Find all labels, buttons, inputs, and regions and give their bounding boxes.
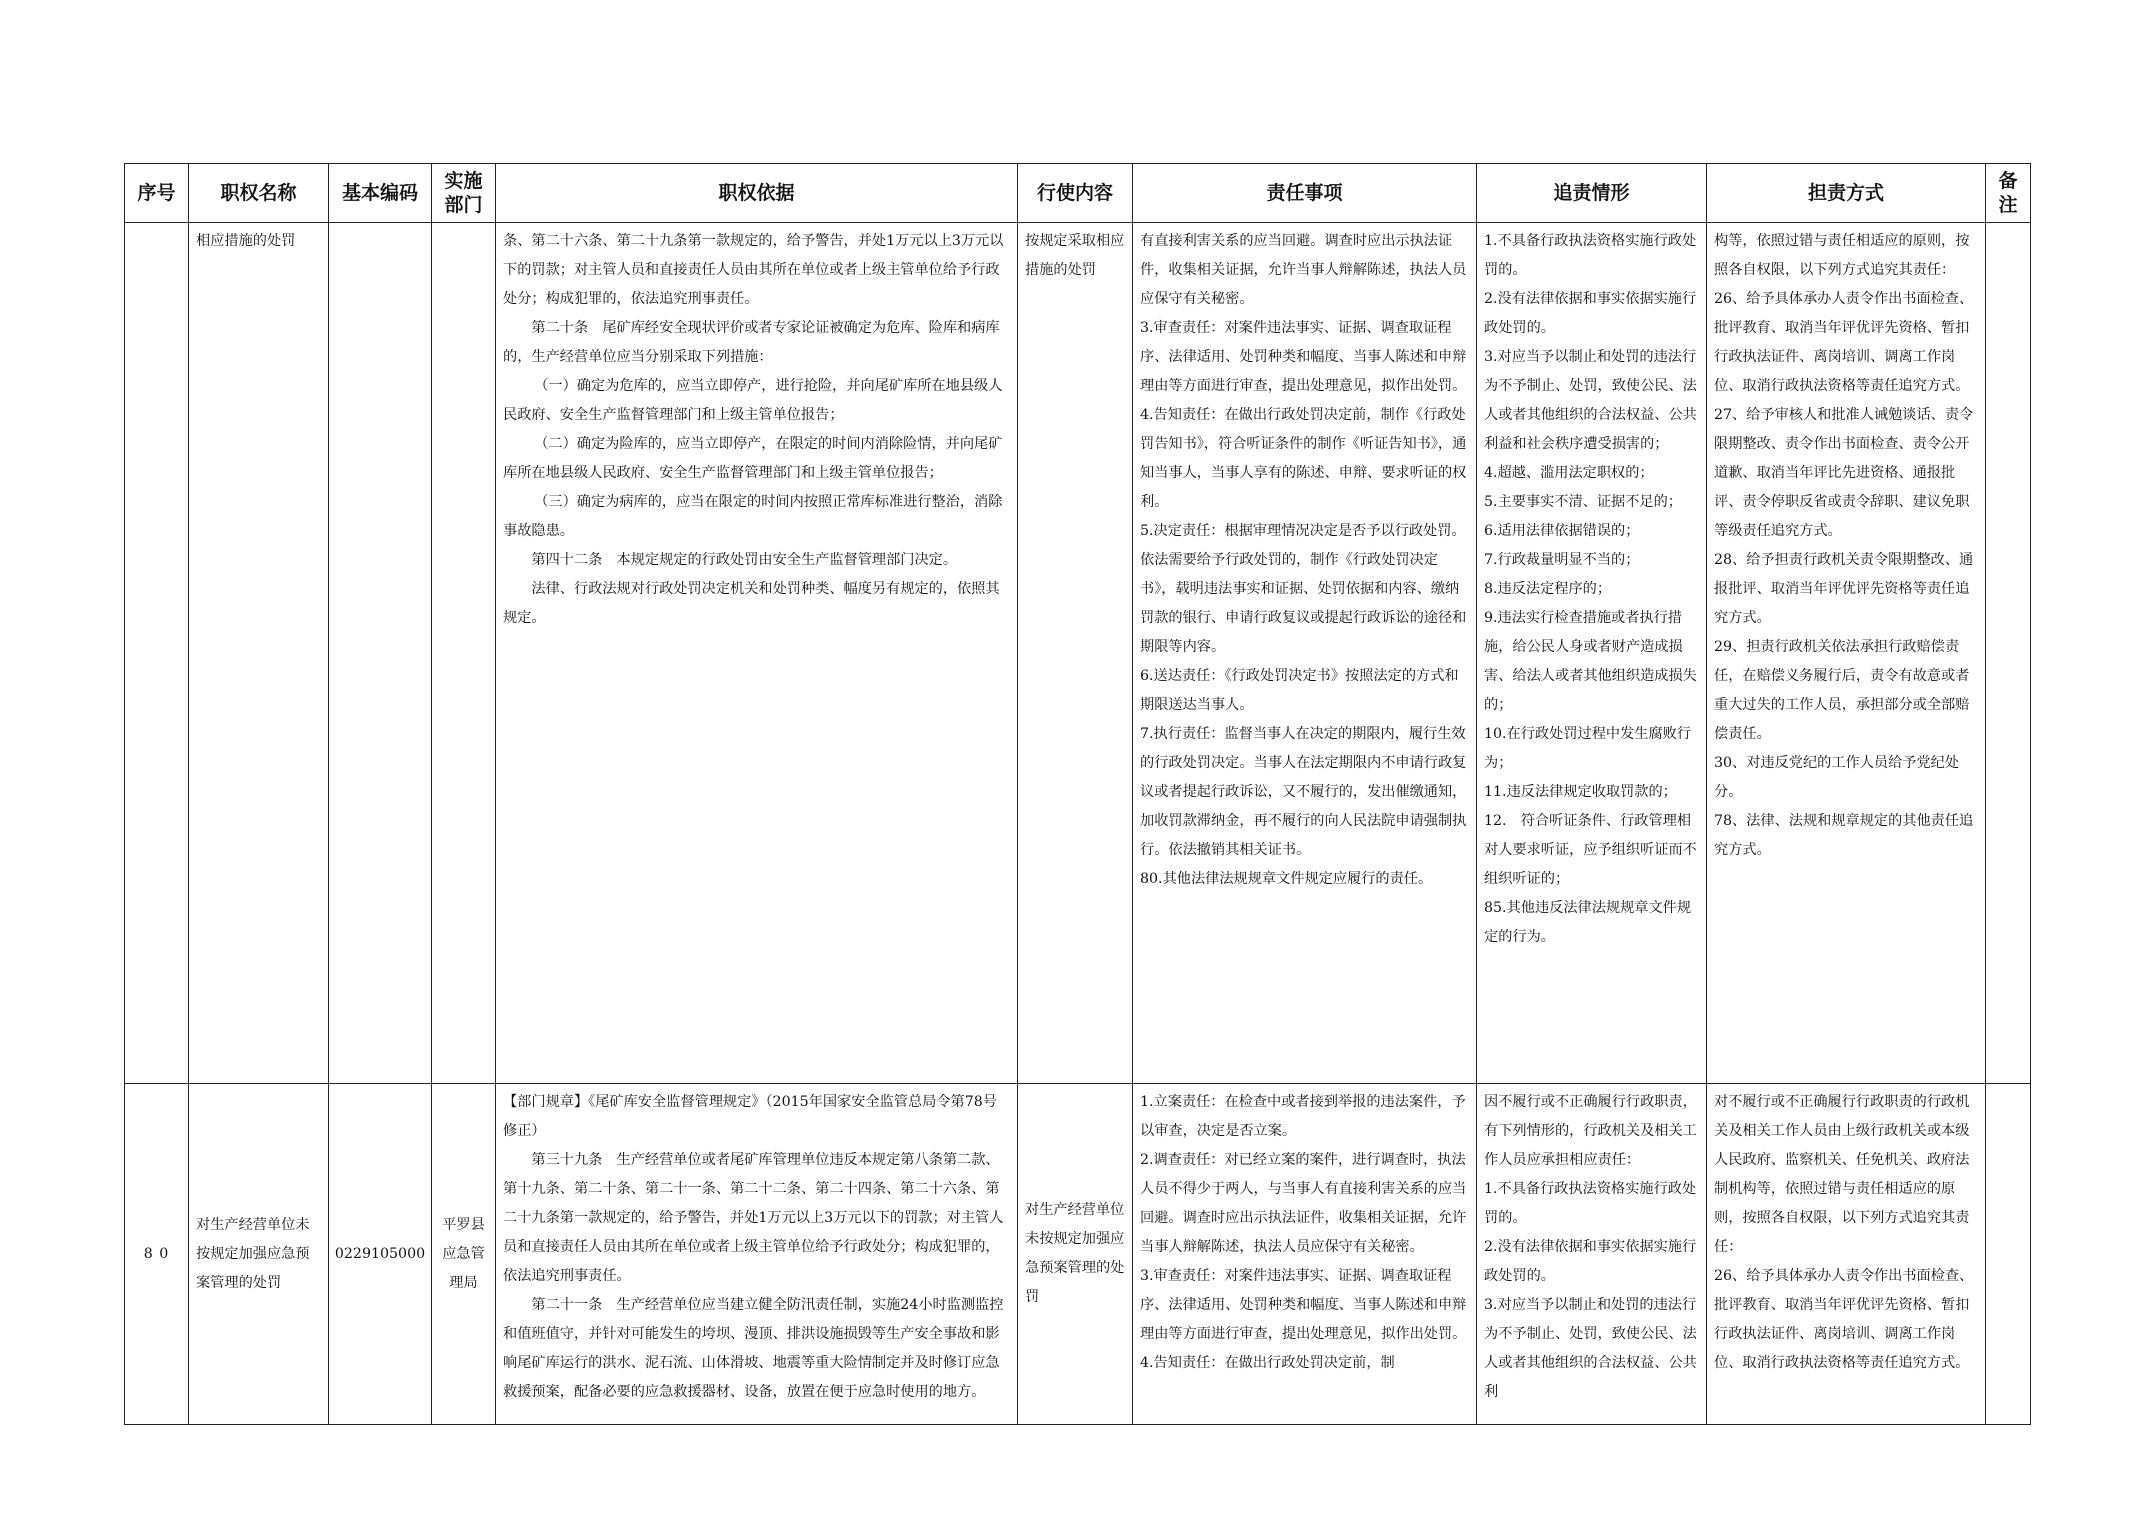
basis-paragraph: 法律、行政法规对行政处罚决定机关和处罚种类、幅度另有规定的，依照其规定。 [503, 581, 1000, 626]
accountability-item: 8.违反法定程序的； [1484, 581, 1612, 597]
table-row [125, 1084, 2031, 1425]
header-department [432, 164, 496, 223]
accountability-item: 9.违法实行检查措施或者执行措施，给公民人身或者财产造成损害、给法人或者其他组织造成损失的； [1484, 610, 1697, 713]
duty-item: 7.执行责任：监督当事人在决定的期限内，履行生效的行政处罚决定。当事人在法定期限内不申请行政复议或者提起行政诉讼，又不履行的，发出催缴通知，加收罚款滞纳金，再不履行的向人民法院申请强制执行。依法撤销其相关证书。 [1140, 726, 1467, 858]
liability-item: 27、给予审核人和批准人诫勉谈话、责令限期整改、责令作出书面检查、责令公开道歉、取消当年评比先进资格、通报批评、责令停职反省或责令辞职、建议免职等级责任追究方式。 [1714, 407, 1974, 539]
liability-item: 构等，依照过错与责任相适应的原则，按照各自权限，以下列方式追究其责任： [1714, 233, 1970, 278]
header-department-label: 实施部门 [444, 170, 483, 216]
accountability-item: 2.没有法律依据和事实依据实施行政处罚的。 [1484, 291, 1697, 336]
header-accountability: 追责情形 [1477, 164, 1707, 223]
liability-item: 28、给予担责行政机关责令限期整改、通报批评、取消当年评优评先资格等责任追究方式。 [1714, 552, 1974, 626]
basis-paragraph: 第三十九条 生产经营单位或者尾矿库管理单位违反本规定第八条第二款、第十九条、第二十条、第二十一条、第二十二条、第二十四条、第二十六条、第二十九条第一款规定的，给予警告，并处1万元以上3万元以下的罚款；对主管人员和直接责任人员由其所在单位或者上级主管单位给予行政处分；构成犯罪的，依法追究刑事责任。 [503, 1152, 1004, 1284]
cell-accountability [1477, 1084, 1707, 1425]
header-no: 序号 [125, 164, 189, 223]
cell-power-name: 相应措施的处罚 [189, 223, 329, 1084]
cell-power-basis [496, 223, 1018, 1084]
basis-paragraph: 【部门规章】《尾矿库安全监督管理规定》（2015年国家安全监管总局令第78号修正） [503, 1094, 997, 1139]
header-basic-code: 基本编码 [329, 164, 432, 223]
basis-paragraph: 第二十一条 生产经营单位应当建立健全防汛责任制，实施24小时监测监控和值班值守，并针对可能发生的垮坝、漫顶、排洪设施损毁等生产安全事故和影响尾矿库运行的洪水、泥石流、山体滑坡、地震等重大险情制定并及时修订应急救援预案，配备必要的应急救援器材、设备，放置在便于应急时使用的地方。 [503, 1297, 1004, 1400]
accountability-item: 85.其他违反法律法规规章文件规定的行为。 [1484, 900, 1692, 945]
accountability-item: 3.对应当予以制止和处罚的违法行为不予制止、处罚，致使公民、法人或者其他组织的合法权益、公共利 [1484, 1297, 1697, 1400]
duty-item: 80.其他法律法规规章文件规定应履行的责任。 [1140, 871, 1433, 887]
accountability-item: 1.不具备行政执法资格实施行政处罚的。 [1484, 1181, 1697, 1226]
header-power-basis: 职权依据 [496, 164, 1018, 223]
header-remark-label: 备注 [1998, 170, 2018, 216]
duty-item: 6.送达责任：《行政处罚决定书》按照法定的方式和期限送达当事人。 [1140, 668, 1459, 713]
cell-duties [1133, 223, 1477, 1084]
table-row [125, 223, 2031, 1084]
cell-exercise-content: 对生产经营单位未按规定加强应急预案管理的处罚 [1018, 1084, 1133, 1425]
cell-department: 平罗县应急管理局 [432, 1084, 496, 1425]
cell-exercise-content: 按规定采取相应措施的处罚 [1018, 223, 1133, 1084]
basis-paragraph: （一）确定为危库的，应当立即停产，进行抢险，并向尾矿库所在地县级人民政府、安全生产监督管理部门和上级主管单位报告； [503, 378, 1003, 423]
table-header-row [125, 164, 2031, 223]
power-list-table [124, 163, 2031, 1425]
accountability-item: 2.没有法律依据和事实依据实施行政处罚的。 [1484, 1239, 1697, 1284]
duty-item: 4.告知责任：在做出行政处罚决定前，制 [1140, 1355, 1395, 1371]
basis-paragraph: （二）确定为险库的，应当立即停产，在限定的时间内消除险情，并向尾矿库所在地县级人民政府、安全生产监督管理部门和上级主管单位报告； [503, 436, 1003, 481]
basis-paragraph: 条、第二十六条、第二十九条第一款规定的，给予警告，并处1万元以上3万元以下的罚款；对主管人员和直接责任人员由其所在单位或者上级主管单位给予行政处分；构成犯罪的，依法追究刑事责任。 [503, 233, 1004, 307]
cell-department [432, 223, 496, 1084]
accountability-item: 因不履行或不正确履行行政职责，有下列情形的，行政机关及相关工作人员应承担相应责任： [1484, 1094, 1697, 1168]
cell-power-name: 对生产经营单位未按规定加强应急预案管理的处罚 [189, 1084, 329, 1425]
duty-item: 1.立案责任：在检查中或者接到举报的违法案件，予以审查，决定是否立案。 [1140, 1094, 1466, 1139]
accountability-item: 12. 符合听证条件、行政管理相对人要求听证，应予组织听证而不组织听证的； [1484, 813, 1697, 887]
accountability-item: 3.对应当予以制止和处罚的违法行为不予制止、处罚，致使公民、法人或者其他组织的合法权益、公共利益和社会秩序遭受损害的； [1484, 349, 1697, 452]
liability-item: 78、法律、法规和规章规定的其他责任追究方式。 [1714, 813, 1974, 858]
header-remark [1986, 164, 2031, 223]
header-power-name: 职权名称 [189, 164, 329, 223]
duty-item: 4.告知责任：在做出行政处罚决定前，制作《行政处罚告知书》，符合听证条件的制作《听证告知书》，通知当事人，当事人享有的陈述、申辩、要求听证的权利。 [1140, 407, 1467, 510]
header-liability: 担责方式 [1707, 164, 1986, 223]
accountability-item: 11.违反法律规定收取罚款的； [1484, 784, 1677, 800]
accountability-item: 5.主要事实不清、证据不足的； [1484, 494, 1682, 510]
duty-item: 2.调查责任：对已经立案的案件，进行调查时，执法人员不得少于两人，与当事人有直接利害关系的应当回避。调查时应出示执法证件，收集相关证据，允许当事人辩解陈述，执法人员应保守有关秘密。 [1140, 1152, 1467, 1255]
duty-item: 3.审查责任：对案件违法事实、证据、调查取证程序、法律适用、处罚种类和幅度、当事人陈述和申辩理由等方面进行审查，提出处理意见，拟作出处罚。 [1140, 1268, 1467, 1342]
basis-paragraph: （三）确定为病库的，应当在限定的时间内按照正常库标准进行整治，消除事故隐患。 [503, 494, 1003, 539]
cell-remark [1986, 1084, 2031, 1425]
liability-item: 26、给予具体承办人责令作出书面检查、批评教育、取消当年评优评先资格、暂扣行政执法证件、离岗培训、调离工作岗位、取消行政执法资格等责任追究方式。 [1714, 1268, 1974, 1371]
cell-basic-code [329, 223, 432, 1084]
basis-paragraph: 第四十二条 本规定规定的行政处罚由安全生产监督管理部门决定。 [531, 552, 958, 568]
accountability-item: 10.在行政处罚过程中发生腐败行为； [1484, 726, 1692, 771]
cell-remark [1986, 223, 2031, 1084]
header-exercise-content: 行使内容 [1018, 164, 1133, 223]
cell-liability [1707, 223, 1986, 1084]
liability-item: 26、给予具体承办人责令作出书面检查、批评教育、取消当年评优评先资格、暂扣行政执法证件、离岗培训、调离工作岗位、取消行政执法资格等责任追究方式。 [1714, 291, 1974, 394]
cell-power-basis [496, 1084, 1018, 1425]
basis-paragraph: 第二十条 尾矿库经安全现状评价或者专家论证被确定为危库、险库和病库的，生产经营单位应当分别采取下列措施： [503, 320, 1000, 365]
cell-basic-code: 0229105000 [329, 1084, 432, 1425]
accountability-item: 7.行政裁量明显不当的； [1484, 552, 1640, 568]
duty-item: 3.审查责任：对案件违法事实、证据、调查取证程序、法律适用、处罚种类和幅度、当事人陈述和申辩理由等方面进行审查，提出处理意见，拟作出处罚。 [1140, 320, 1467, 394]
duty-item: 5.决定责任：根据审理情况决定是否予以行政处罚。依法需要给予行政处罚的，制作《行政处罚决定书》，载明违法事实和证据、处罚依据和内容、缴纳罚款的银行、申请行政复议或提起行政诉讼的途径和期限等内容。 [1140, 523, 1467, 655]
liability-item: 29、担责行政机关依法承担行政赔偿责任，在赔偿义务履行后，责令有故意或者重大过失的工作人员，承担部分或全部赔偿责任。 [1714, 639, 1970, 742]
accountability-item: 6.适用法律依据错误的； [1484, 523, 1640, 539]
cell-accountability [1477, 223, 1707, 1084]
cell-liability [1707, 1084, 1986, 1425]
accountability-item: 4.超越、滥用法定职权的； [1484, 465, 1654, 481]
cell-duties [1133, 1084, 1477, 1425]
liability-item: 30、对违反党纪的工作人员给予党纪处分。 [1714, 755, 1960, 800]
cell-no [125, 223, 189, 1084]
accountability-item: 1.不具备行政执法资格实施行政处罚的。 [1484, 233, 1697, 278]
cell-no: 8 0 [125, 1084, 189, 1425]
header-duties: 责任事项 [1133, 164, 1477, 223]
liability-item: 对不履行或不正确履行行政职责的行政机关及相关工作人员由上级行政机关或本级人民政府、监察机关、任免机关、政府法制机构等，依照过错与责任相适应的原则，按照各自权限，以下列方式追究其责任： [1714, 1094, 1970, 1255]
duty-item: 有直接利害关系的应当回避。调查时应出示执法证件，收集相关证据，允许当事人辩解陈述，执法人员应保守有关秘密。 [1140, 233, 1467, 307]
